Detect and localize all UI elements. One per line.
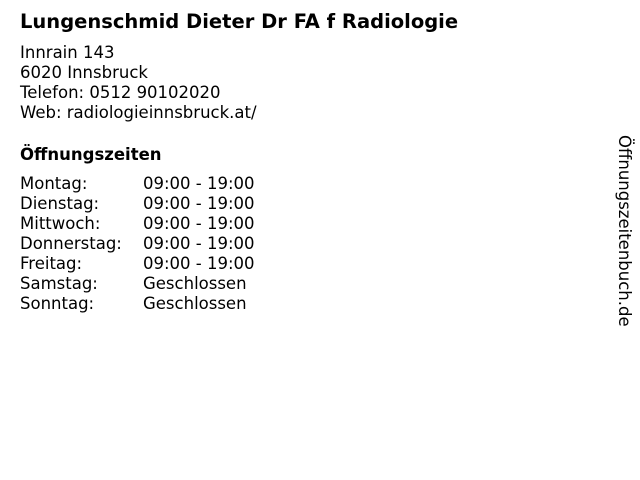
hours-row-tuesday xyxy=(20,194,255,214)
business-name: Lungenschmid Dieter Dr FA f Radiologie xyxy=(20,10,459,33)
hours-row-sunday xyxy=(20,294,255,314)
time-value: Geschlossen xyxy=(143,274,247,293)
time-value: 09:00 - 19:00 xyxy=(143,254,255,273)
day-label: Samstag: xyxy=(20,274,98,293)
opening-hours-heading: Öffnungszeiten xyxy=(20,145,162,164)
day-label: Mittwoch: xyxy=(20,214,101,233)
hours-row-thursday xyxy=(20,234,255,254)
time-value: 09:00 - 19:00 xyxy=(143,214,255,233)
hours-row-monday xyxy=(20,174,255,194)
time-value: Geschlossen xyxy=(143,294,247,313)
brand-watermark: Öffnungszeitenbuch.de xyxy=(615,135,634,327)
day-label: Freitag: xyxy=(20,254,83,273)
day-label: Donnerstag: xyxy=(20,234,122,253)
hours-row-friday xyxy=(20,254,255,274)
day-label: Sonntag: xyxy=(20,294,95,313)
phone-number: Telefon: 0512 90102020 xyxy=(20,83,221,102)
day-label: Dienstag: xyxy=(20,194,100,213)
opening-hours-table xyxy=(20,174,255,314)
time-value: 09:00 - 19:00 xyxy=(143,194,255,213)
hours-row-saturday xyxy=(20,274,255,294)
hours-row-wednesday xyxy=(20,214,255,234)
time-value: 09:00 - 19:00 xyxy=(143,234,255,253)
address-block xyxy=(20,43,257,123)
city-address: 6020 Innsbruck xyxy=(20,63,148,82)
website-link: Web: radiologieinnsbruck.at/ xyxy=(20,103,257,122)
day-label: Montag: xyxy=(20,174,88,193)
street-address: Innrain 143 xyxy=(20,43,115,62)
time-value: 09:00 - 19:00 xyxy=(143,174,255,193)
